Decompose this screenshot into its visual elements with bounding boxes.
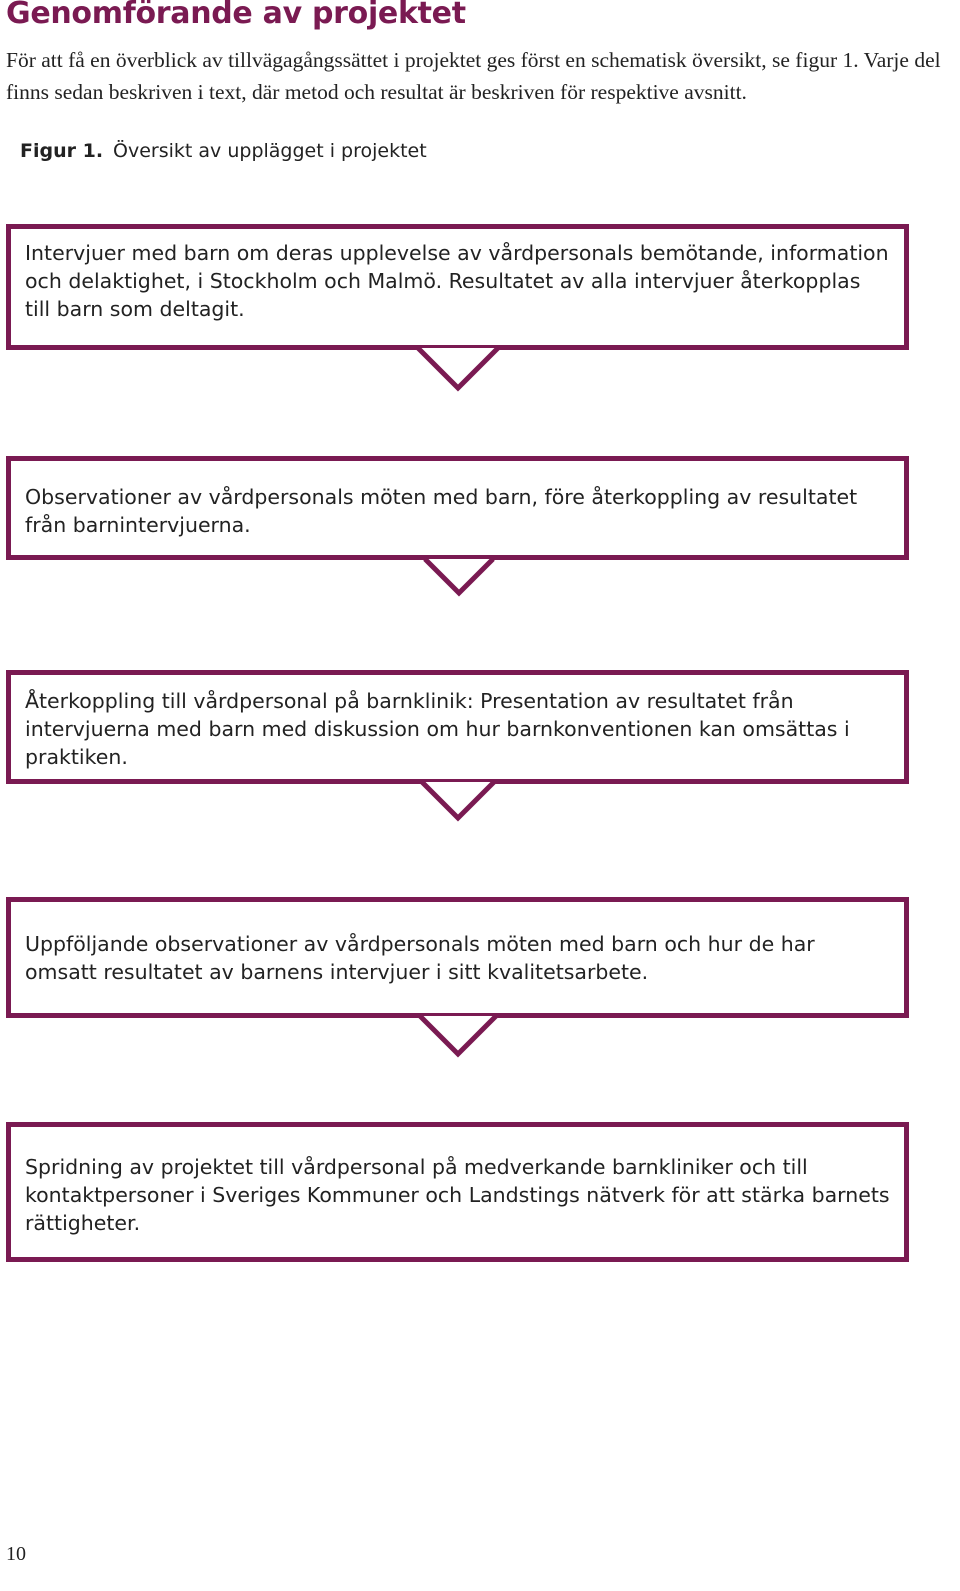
flow-step-box: [6, 897, 909, 1018]
flow-step-box: [6, 224, 909, 350]
flow-step-box: [6, 456, 909, 560]
down-arrow-icon: [416, 346, 500, 392]
flow-step-text: Observationer av vårdpersonals möten med barn, före återkoppling av resultatet från barnintervjuerna.: [25, 485, 858, 537]
intro-paragraph: För att få en överblick av tillvägagångssättet i projektet ges först en schematisk översikt, se figur 1. Varje del finns sedan beskriven i text, där metod och resultat är beskriven för respektive avsnitt.: [6, 48, 941, 104]
page-number: 10: [6, 1543, 26, 1565]
figure-caption: [20, 140, 427, 162]
section-heading: Genomförande av projektet: [6, 0, 466, 31]
flow-step-text: Spridning av projektet till vårdpersonal på medverkande barnkliniker och till kontaktpersoner i Sveriges Kommuner och Landstings nätverk för att stärka barnets rättigheter.: [25, 1155, 890, 1235]
down-arrow-icon: [418, 1014, 502, 1060]
flow-step-text: Återkoppling till vårdpersonal på barnklinik: Presentation av resultatet från intervjuerna med barn med diskussion om hur barnkonventionen kan omsättas i praktiken.: [25, 689, 850, 769]
down-arrow-icon: [423, 557, 507, 603]
down-arrow-icon: [420, 780, 504, 826]
figure-caption-text: Översikt av upplägget i projektet: [113, 140, 427, 162]
flow-step-box: [6, 670, 909, 784]
flow-step-text: Uppföljande observationer av vårdpersonals möten med barn och hur de har omsatt resultatet av barnens intervjuer i sitt kvalitetsarbete.: [25, 932, 815, 984]
flow-step-text: Intervjuer med barn om deras upplevelse av vårdpersonals bemötande, information och delaktighet, i Stockholm och Malmö. Resultatet av alla intervjuer återkopplas till barn som deltagit.: [25, 241, 889, 321]
flow-step-box: [6, 1122, 909, 1262]
figure-label: Figur 1.: [20, 140, 104, 162]
